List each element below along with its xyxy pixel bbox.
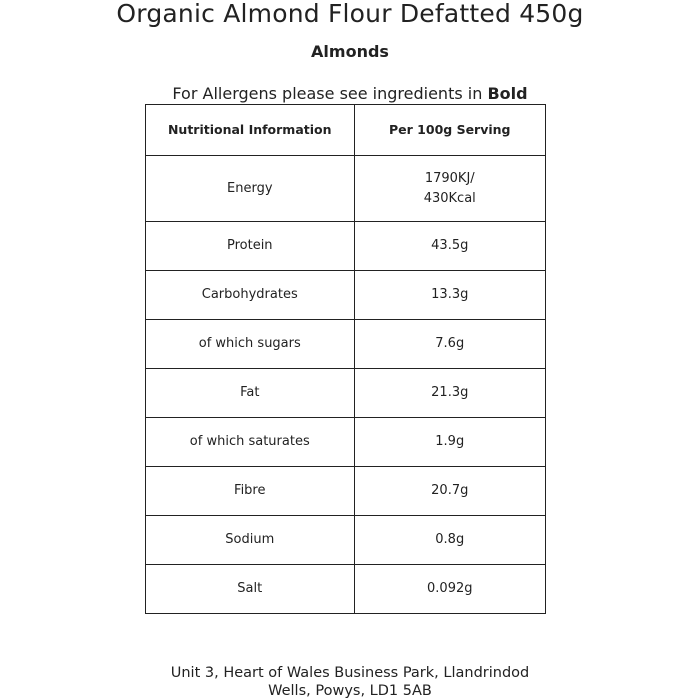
table-row xyxy=(146,156,546,222)
table-row xyxy=(146,565,546,614)
nutrition-table xyxy=(145,104,546,614)
row-value: 43.5g xyxy=(354,222,545,271)
table-row xyxy=(146,271,546,320)
row-value: 20.7g xyxy=(354,467,545,516)
energy-kj-value: 1790KJ/ xyxy=(424,170,475,186)
row-label: of which sugars xyxy=(146,320,355,369)
row-label: Carbohydrates xyxy=(146,271,355,320)
product-title: Organic Almond Flour Defatted 450g xyxy=(116,0,584,28)
header-per-100g-serving: Per 100g Serving xyxy=(354,105,545,156)
row-value: 13.3g xyxy=(354,271,545,320)
row-label: Fibre xyxy=(146,467,355,516)
allergen-note-bold-word: Bold xyxy=(487,84,528,103)
table-row xyxy=(146,222,546,271)
row-label: Fat xyxy=(146,369,355,418)
address-line-1: Unit 3, Heart of Wales Business Park, Llandrindod xyxy=(170,665,530,681)
table-header-row xyxy=(146,105,546,156)
company-address xyxy=(0,664,700,700)
row-value: 0.092g xyxy=(354,565,545,614)
row-value: 21.3g xyxy=(354,369,545,418)
row-label: Salt xyxy=(146,565,355,614)
row-label: Protein xyxy=(146,222,355,271)
row-value: 1.9g xyxy=(354,418,545,467)
table-row xyxy=(146,516,546,565)
row-label: of which saturates xyxy=(146,418,355,467)
row-label: Energy xyxy=(146,156,355,222)
table-row xyxy=(146,418,546,467)
address-line-2: Wells, Powys, LD1 5AB xyxy=(268,683,432,699)
row-label: Sodium xyxy=(146,516,355,565)
ingredients-list: Almonds xyxy=(311,42,389,61)
header-nutritional-information: Nutritional Information xyxy=(146,105,355,156)
row-value: 0.8g xyxy=(354,516,545,565)
allergen-note xyxy=(0,83,700,105)
row-value xyxy=(354,156,545,222)
table-row xyxy=(146,467,546,516)
allergen-note-text: For Allergens please see ingredients in xyxy=(172,84,483,103)
row-value: 7.6g xyxy=(354,320,545,369)
table-row xyxy=(146,320,546,369)
energy-kcal-value: 430Kcal xyxy=(423,190,476,206)
table-row xyxy=(146,369,546,418)
